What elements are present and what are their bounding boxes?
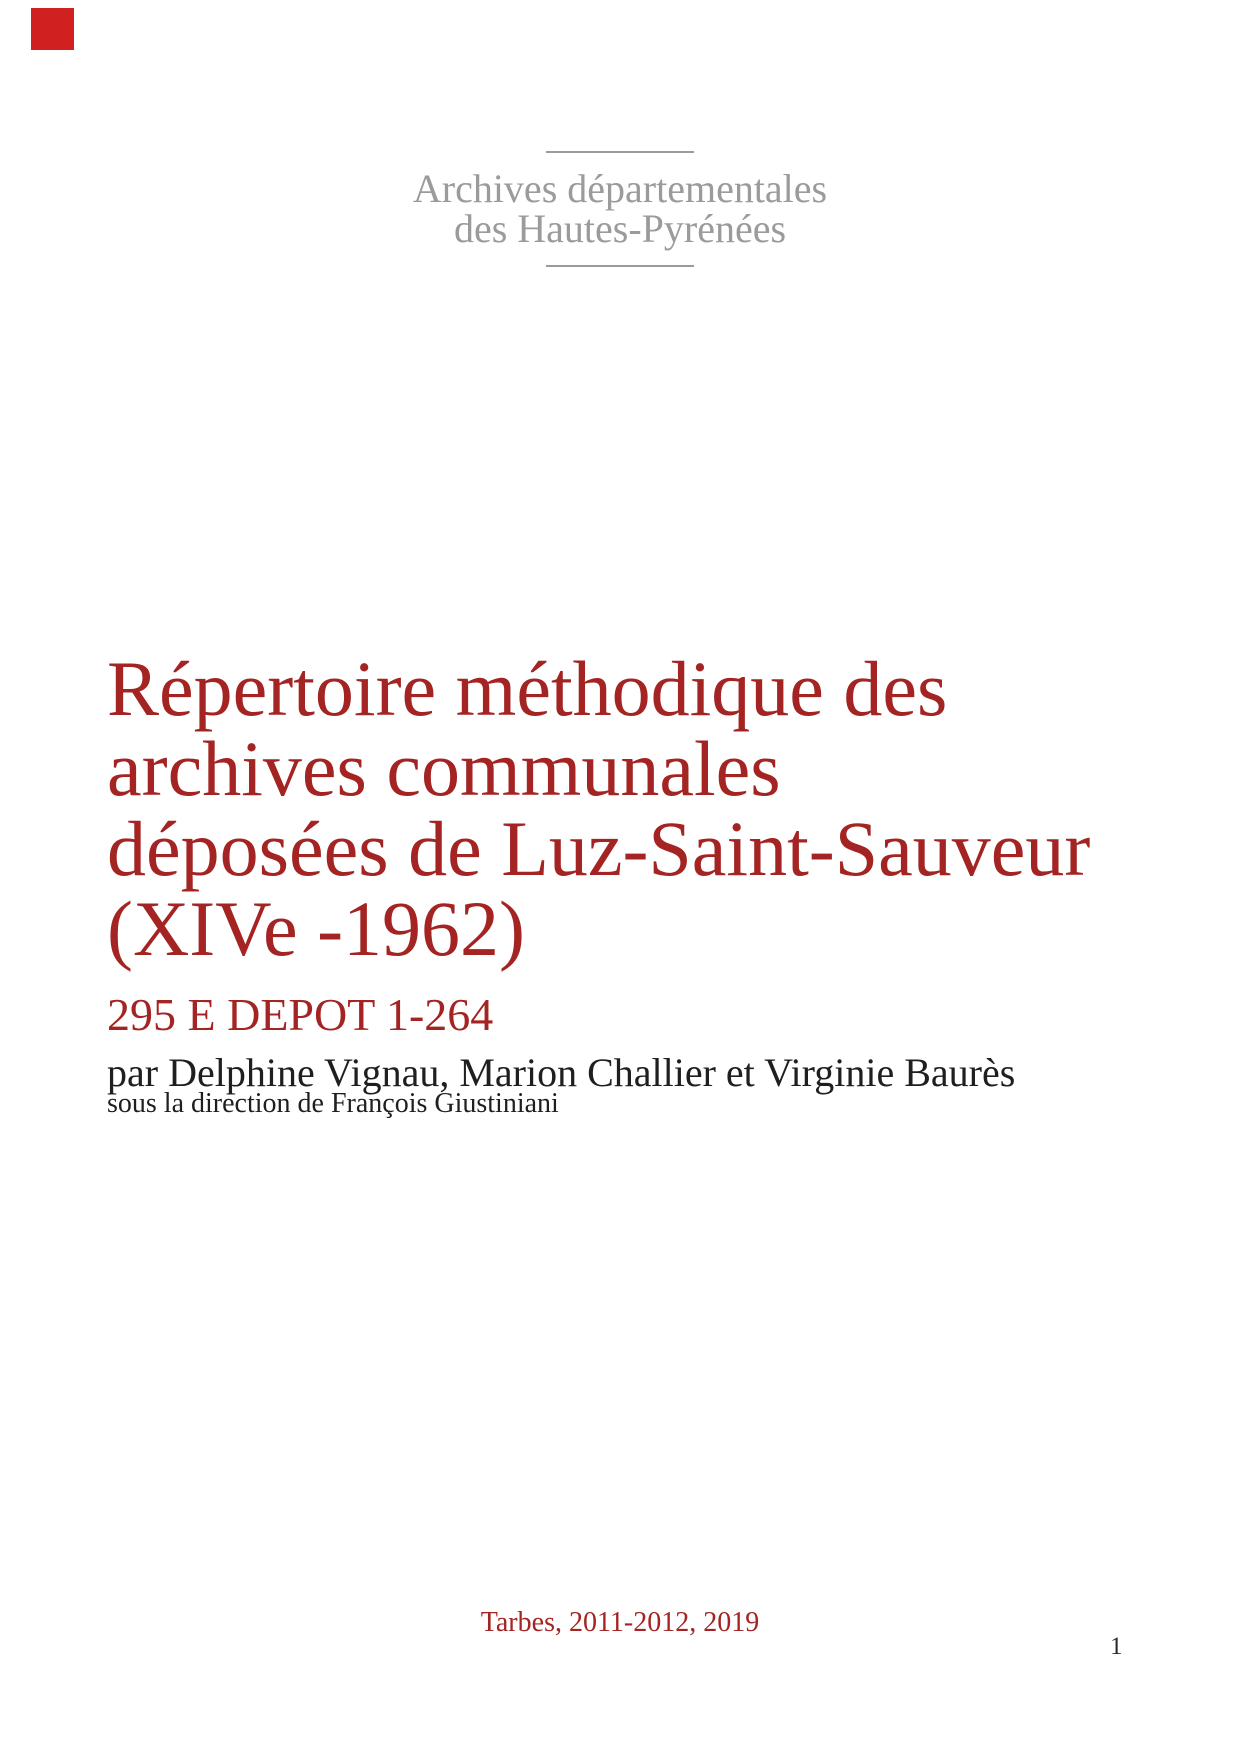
imprint-line: Tarbes, 2011-2012, 2019 [480, 1607, 760, 1638]
title-line3: déposées de Luz-Saint-Sauveur [107, 805, 1091, 892]
red-square-logo [31, 8, 74, 50]
title-line1: Répertoire méthodique des [107, 645, 948, 732]
organization-name-line2: des Hautes-Pyrénées [453, 206, 787, 251]
collection-reference: 295 E DEPOT 1-264 [107, 989, 494, 1040]
title-line2: archives communales [107, 725, 781, 812]
title-line4: (XIVe -1962) [107, 885, 526, 972]
authors-line: par Delphine Vignau, Marion Challier et Virginie Baurès [107, 1050, 1016, 1095]
header-rule-top [546, 151, 694, 153]
document-title [107, 645, 1197, 972]
organization-name-line1: Archives départementales [412, 166, 828, 211]
page-number: 1 [1110, 1633, 1123, 1660]
direction-line: sous la direction de François Giustiniani [107, 1088, 559, 1119]
header-rule-bottom [546, 265, 694, 267]
organization-name [0, 166, 1240, 251]
organization-header [0, 151, 1240, 267]
